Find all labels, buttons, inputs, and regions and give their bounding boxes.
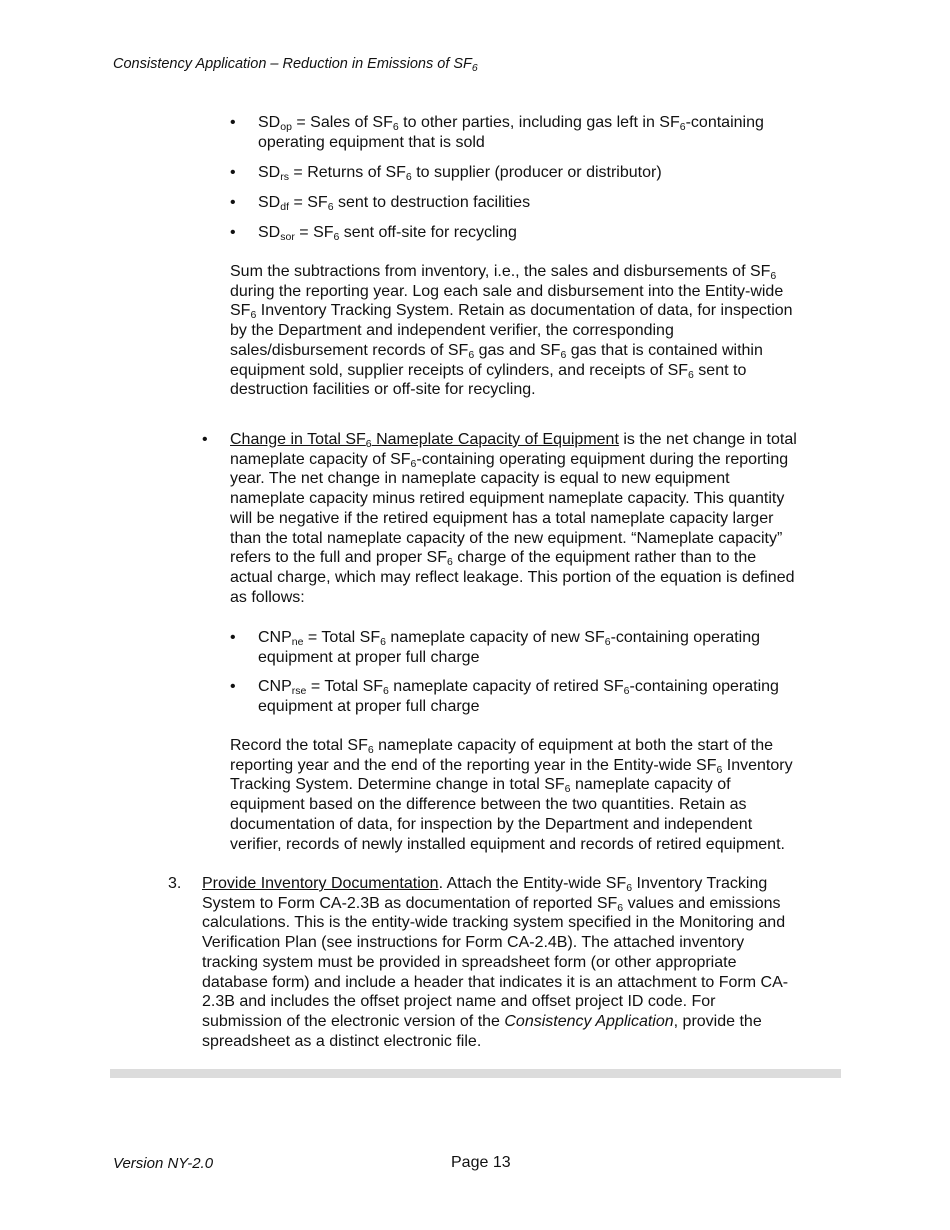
bullet-marker: • [230, 224, 236, 241]
bullet-marker: • [202, 431, 208, 448]
sd-list-item: $SD_{op}$ = Sales of $SF_6$ to other parties, including gas left in $SF_6$-containing [258, 114, 764, 133]
cnp-list-item: equipment at proper full charge [258, 648, 480, 666]
item3-line: Verification Plan (see instructions for Form CA-2.4B). The attached inventory [202, 934, 745, 952]
bullet-marker: • [230, 678, 236, 695]
header-title: Consistency Application – Reduction in Emissions of SF [113, 56, 472, 72]
change-item-line: nameplate capacity of $SF_6$-containing operating equipment during the reporting [230, 450, 789, 470]
change-item-line: than the total nameplate capacity of the new equipment. “Nameplate capacity” [230, 529, 783, 547]
change-item-line: as follows: [230, 588, 305, 606]
subscript: 6 [333, 231, 340, 243]
subscript: 6 [447, 556, 453, 569]
subscript: 6 [250, 309, 257, 322]
item3-line: database form) and include a header that indicates it is an attachment to Form CA- [202, 973, 789, 991]
sd-list-item: $SD_{df} = SF_6$ sent to destruction facilities [258, 194, 531, 213]
item3-line: calculations. This is the entity-wide tracking system specified in the Monitoring and [202, 914, 786, 932]
underlined-term: Change in Total $SF_6$ Nameplate Capacity of Equipment [230, 431, 619, 450]
cnp-list-item: $CNP_{rse}$ = Total $SF_6$ nameplate capacity of retired $SF_6$-containing operating [258, 678, 779, 697]
item3-line: Provide Inventory Documentation. Attach the Entity-wide $SF_6$ Inventory Tracking [202, 875, 768, 894]
change-item-line: actual charge, which may reflect leakage. This portion of the equation is defined [230, 568, 795, 586]
cnp-list-item: equipment at proper full charge [258, 697, 480, 715]
record-paragraph-line: equipment based on the difference between the two quantities. Retain as [230, 796, 747, 814]
subscript: 6 [770, 270, 777, 282]
change-item-line: Change in Total $SF_6$ Nameplate Capacity of Equipment is the net change in total [230, 431, 797, 450]
subscript: 6 [604, 636, 611, 648]
subscript: rs [280, 171, 289, 183]
footer-page-number: Page 13 [451, 1154, 511, 1171]
subscript: 6 [367, 744, 374, 756]
item3-line: submission of the electronic version of the Consistency Application, provide the [202, 1012, 762, 1030]
sd-list-item: $SD_{sor} = SF_6$ sent off-site for recycling [258, 224, 517, 243]
item3-line: spreadsheet as a distinct electronic file. [202, 1032, 482, 1050]
sum-paragraph-line: destruction facilities or off-site for recycling. [230, 381, 536, 399]
bullet-marker: • [230, 114, 236, 131]
italic-term: Consistency Application [504, 1012, 674, 1030]
subscript: df [280, 201, 289, 213]
record-paragraph-line: Record the total $SF_6$ nameplate capacity of equipment at both the start of the [230, 737, 774, 756]
subscript: 6 [626, 882, 633, 894]
footer-version: Version NY-2.0 [113, 1155, 214, 1172]
subscript: 6 [327, 201, 334, 213]
change-item-line: refers to the full and proper $SF_6$ charge of the equipment rather than to the [230, 549, 757, 569]
bullet-marker: • [230, 629, 236, 646]
subscript: 6 [617, 901, 624, 914]
change-item-line: year. The net change in nameplate capacity is equal to new equipment [230, 470, 730, 488]
record-paragraph-line: documentation of data, for inspection by the Department and independent [230, 815, 753, 833]
item3-line: 2.3B and includes the offset project name and offset project ID code. For [202, 993, 716, 1011]
item-number: 3. [168, 875, 182, 892]
bullet-marker: • [230, 164, 236, 181]
change-item-line: nameplate capacity minus retired equipment nameplate capacity. This quantity [230, 490, 785, 508]
sd-list-item: $SD_{rs}$ = Returns of $SF_6$ to supplier (producer or distributor) [258, 164, 662, 183]
subscript: 6 [468, 348, 475, 361]
bullet-marker: • [230, 194, 236, 211]
subscript: op [280, 121, 292, 133]
header-subscript: 6 [471, 62, 478, 74]
sum-paragraph-line: by the Department and independent verifier, the corresponding [230, 322, 674, 340]
record-paragraph-line: Tracking System. Determine change in total $SF_6$ nameplate capacity of [230, 776, 731, 796]
sum-paragraph-line: sales/disbursement records of $SF_6$ gas and $SF_6$ gas that is contained within [230, 341, 763, 361]
item3-line: tracking system must be provided in spreadsheet form (or other appropriate [202, 953, 737, 971]
change-item-line: will be negative if the retired equipment has a total nameplate capacity larger [230, 509, 774, 527]
subscript: 6 [410, 457, 417, 470]
subscript: 6 [623, 685, 630, 697]
subscript: 6 [380, 636, 386, 648]
subscript: 6 [679, 121, 686, 133]
subscript: sor [280, 231, 295, 243]
subscript: 6 [688, 368, 694, 381]
subscript: rse [291, 685, 307, 697]
underlined-term: Provide Inventory Documentation [202, 875, 439, 892]
subscript: 6 [564, 783, 571, 796]
subscript: 6 [383, 685, 389, 697]
sum-paragraph-line: equipment sold, supplier receipts of cylinders, and receipts of $SF_6$ sent to [230, 361, 747, 381]
sum-paragraph-line: Sum the subtractions from inventory, i.e., the sales and disbursements of $SF_6$ [230, 263, 777, 282]
sum-paragraph-line: during the reporting year. Log each sale and disbursement into the Entity-wide [230, 282, 784, 300]
subscript: 6 [405, 171, 412, 183]
subscript: 6 [560, 348, 567, 361]
item3-line: System to Form CA-2.3B as documentation of reported $SF_6$ values and emissions [202, 894, 781, 914]
subscript: ne [291, 636, 304, 648]
cnp-list-item: $CNP_{ne}$ = Total $SF_6$ nameplate capacity of new $SF_6$-containing operating [258, 629, 761, 648]
running-header [113, 56, 478, 72]
subscript: 6 [365, 438, 372, 450]
sd-list-item: operating equipment that is sold [258, 133, 485, 151]
subscript: 6 [716, 763, 723, 776]
record-paragraph-line: reporting year and the end of the reporting year in the Entity-wide $SF_6$ Inventory [230, 756, 793, 776]
section-divider [110, 1069, 841, 1078]
sum-paragraph-line: $SF_6$ Inventory Tracking System. Retain as documentation of data, for inspection [230, 302, 793, 322]
subscript: 6 [392, 121, 399, 133]
record-paragraph-line: verifier, records of newly installed equipment and records of retired equipment. [230, 835, 785, 853]
